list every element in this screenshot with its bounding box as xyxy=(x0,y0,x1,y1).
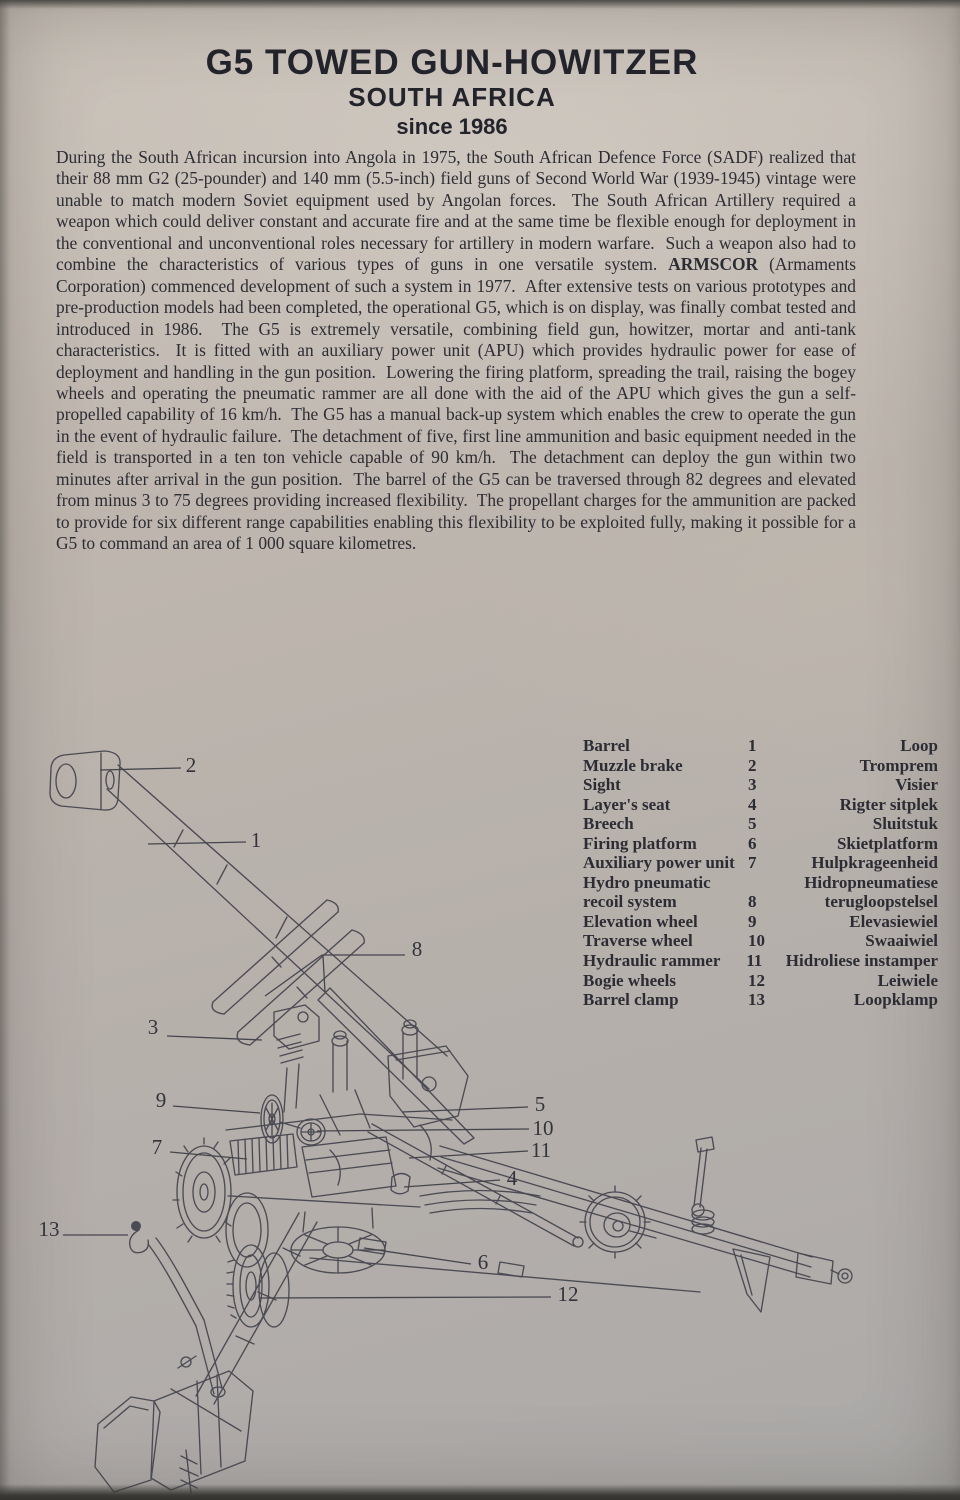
parts-name-af: Sluitstuk xyxy=(872,814,938,834)
page-subtitle-since: since 1986 xyxy=(396,114,508,139)
parts-name-en: Elevation wheel xyxy=(583,911,698,931)
diagram-label-5: 5 xyxy=(534,1092,546,1116)
parts-number: 6 xyxy=(748,833,757,853)
parts-number: 13 xyxy=(748,990,765,1010)
diagram-label-13: 13 xyxy=(38,1217,60,1241)
parts-name-en: Bogie wheels xyxy=(583,970,677,990)
trail-wheel xyxy=(580,1186,656,1258)
parts-number: 1 xyxy=(748,736,757,755)
layers-seat xyxy=(391,1174,410,1194)
parts-name-af: Loop xyxy=(900,736,938,755)
diagram-labels xyxy=(39,753,579,1306)
parts-name-af: Leiwiele xyxy=(877,970,938,990)
armscor-bold: ARMSCOR xyxy=(668,254,759,275)
parts-name-en: Hydraulic rammer xyxy=(583,951,721,971)
diagram-label-1: 1 xyxy=(250,828,262,852)
leader-line-1 xyxy=(148,842,246,844)
leader-line-7 xyxy=(170,1152,247,1159)
parts-number: 2 xyxy=(748,755,757,775)
diagram-label-7: 7 xyxy=(151,1135,163,1159)
parts-name-af: Swaaiwiel xyxy=(865,931,938,951)
leader-line-8 xyxy=(323,956,325,992)
breech xyxy=(388,1046,468,1127)
page-title: G5 TOWED GUN-HOWITZER xyxy=(205,43,699,82)
parts-name-en: Breech xyxy=(583,814,634,834)
parts-number: 8 xyxy=(748,892,757,912)
parts-number: 12 xyxy=(748,970,765,990)
traverse-wheel xyxy=(297,1119,325,1145)
paragraph-part-2: (Armaments Corporation) commenced development of such a system in 1977. After extensive tests on various prototypes and pre-production models had been completed, the operational G5, which is on display, was finally combat tested and introduced in 1986. The G5 is extremely versatile, combining field gun, howitzer, mortar and anti-tank characteristics. It is fitted with an auxiliary power unit (APU) which provides hydraulic power for ease of deployment and handling in the gun position. Lowering the firing platform, spreading the trail, raising the bogey wheels and operating the pneumatic rammer are all done with the aid of the APU which gives the gun a self-propelled capability of 16 km/h. The G5 has a manual back-up system which enables the crew to operate the gun in the event of hydraulic failure. The detachment of five, first line ammunition and basic equipment needed in the field is transported in a ten ton vehicle capable of 90 km/h. The detachment can deploy the gun within two minutes after arrival in the gun position. The barrel of the G5 can be traversed through 82 degrees and elevated from minus 3 to 75 degrees providing increased flexibility. The propellant charges for the ammunition are packed to provide for six different range capabilities enabling this flexibility to be exploited fully, making it possible for a G5 to command an area of 1 000 square kilometres. xyxy=(56,254,861,554)
parts-name-af: Hidroliese instamper xyxy=(785,951,938,971)
parts-name-en: Layer's seat xyxy=(583,794,671,814)
howitzer-line-art xyxy=(50,751,852,1493)
parts-name-en: Muzzle brake xyxy=(583,755,683,775)
photo-edge-bottom xyxy=(0,1484,960,1500)
trail-spade xyxy=(733,1249,770,1312)
parts-name-af: Hidropneumatiese xyxy=(804,872,938,892)
leader-line-5 xyxy=(402,1107,528,1112)
sight xyxy=(274,1005,319,1112)
diagram-label-12: 12 xyxy=(557,1282,579,1306)
parts-name-af: Skietplatform xyxy=(836,833,938,853)
diagram-label-11: 11 xyxy=(530,1138,552,1162)
leader-line-6 xyxy=(364,1248,471,1264)
leader-line-12 xyxy=(260,1297,551,1298)
parts-name-af: Visier xyxy=(895,775,938,795)
parts-name-en: Sight xyxy=(583,775,621,795)
diagram-label-8: 8 xyxy=(411,937,423,961)
parts-name-af: Hulpkrageenheid xyxy=(811,853,938,873)
diagram-label-4: 4 xyxy=(506,1166,518,1190)
diagram-label-6: 6 xyxy=(477,1250,489,1274)
diagram-label-2: 2 xyxy=(185,753,197,777)
parts-number: 3 xyxy=(748,775,757,795)
parts-name-en: recoil system xyxy=(583,892,677,912)
parts-name-af: Elevasiewiel xyxy=(849,911,938,931)
parts-name-en: Traverse wheel xyxy=(583,931,693,951)
leader-line-2 xyxy=(100,768,181,770)
trail-lever xyxy=(692,1137,714,1234)
parts-name-en: Auxiliary power unit xyxy=(583,853,735,873)
parts-number: 4 xyxy=(748,794,757,814)
auxiliary-power-unit xyxy=(230,1134,297,1175)
right-trail xyxy=(310,1146,852,1292)
parts-name-af: Rigter sitplek xyxy=(839,794,938,814)
parts-name-en: Firing platform xyxy=(583,833,697,853)
parts-number: 9 xyxy=(748,911,757,931)
parts-name-en: Barrel xyxy=(583,736,630,755)
road-wheels xyxy=(173,1138,268,1267)
leader-line-4 xyxy=(404,1180,500,1187)
leader-line-8 xyxy=(265,955,322,996)
diagram-label-3: 3 xyxy=(147,1015,159,1039)
paragraph-part-1: During the South African incursion into Angola in 1975, the South African Defence Force (SADF) realized that their 88 mm G2 (25-pounder) and 140 mm (5.5-inch) field guns of Second World War (1939-1945) vintage were unable to match modern Soviet equipment used by Angolan forces. The South African Artillery required a weapon which could deliver constant and accurate fire and at the same time be flexible enough for deployment in the conventional and unconventional roles necessary for artillery in modern warfare. Such a weapon also had to combine the characteristics of various types of guns in one versatile system. xyxy=(56,147,861,275)
parts-name-af: Tromprem xyxy=(859,755,938,775)
parts-name-af: terugloopstelsel xyxy=(824,892,938,912)
parts-number: 10 xyxy=(748,931,765,951)
parts-number: 7 xyxy=(748,853,757,873)
page-subtitle-country: SOUTH AFRICA xyxy=(348,82,556,112)
parts-number: 5 xyxy=(748,814,757,834)
diagram-label-9: 9 xyxy=(155,1088,167,1112)
parts-name-en: Hydro pneumatic xyxy=(583,872,711,892)
parts-name-af: Loopklamp xyxy=(853,990,938,1010)
parts-name-en: Barrel clamp xyxy=(583,990,679,1010)
recoil-system xyxy=(212,900,474,1144)
leader-line-3 xyxy=(167,1036,262,1040)
muzzle-brake xyxy=(50,751,120,810)
leader-line-9 xyxy=(173,1106,260,1113)
parts-number: 11 xyxy=(746,951,763,971)
diagram-label-10: 10 xyxy=(532,1116,554,1140)
left-trail xyxy=(196,1213,317,1404)
